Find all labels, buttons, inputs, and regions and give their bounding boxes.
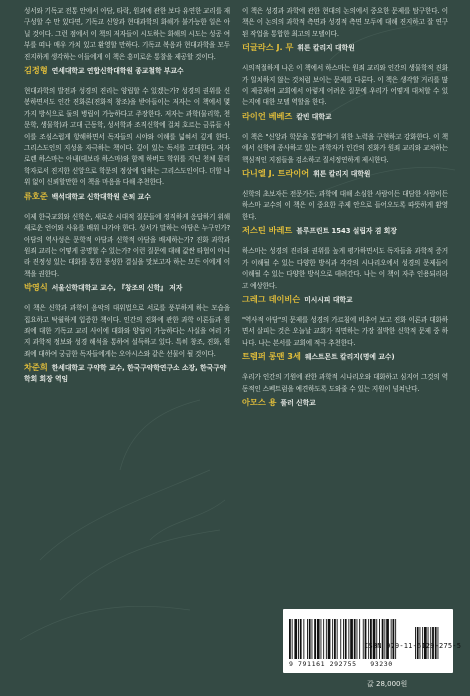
left-column xyxy=(24,6,230,394)
barcode-bar xyxy=(343,619,344,659)
barcode-bars xyxy=(289,619,447,659)
barcode-bar xyxy=(326,619,327,659)
reviewer-affiliation: 블루프린트 1543 설립자 겸 회장 xyxy=(296,227,397,236)
price: 값 28,000원 xyxy=(367,680,408,688)
review-text: 시의적절하게 나온 이 책에서 하스마는 원죄 교리와 인간의 생물학적 진화가 일치하지 않는 것처럼 보이는 문제를 다룬다. 이 책은 생각할 거리를 많이 제공하며 교회에서 아렇게 어려운 질문에 우리가 어떻게 대처할 수 있는지에 대한 모델 역할을 한다. xyxy=(242,64,448,107)
reviewer-name: 김정형 xyxy=(24,65,48,76)
review-attribution xyxy=(24,282,230,294)
reviewer-affiliation: 백석대학교 신학대학원 은퇴 교수 xyxy=(51,192,151,201)
review-treier xyxy=(242,132,448,180)
isbn-barcode xyxy=(283,609,453,673)
review-text: 이제 한국교회와 신학은, 새로운 시대적 질문들에 정직하게 응답하기 위해 새로운 언어와 사유를 배워 나가야 한다. 성서가 말하는 아담은 누구인가? 아담의 역사성은 문학적 아담과 신학적 아담을 배제하는가? 진화 과학과 원죄 교리는 어떻게 공명할 수 있는가? 이런 질문에 대해 값싼 타협이 아니라 진정성 있는 대화를 통한 풍성한 결실을 맛보고자 하는 모든 이에게 이 책을 권한다. xyxy=(24,212,230,278)
barcode-bar xyxy=(384,619,385,659)
reviewer-name: 트렘퍼 롱맨 3세 xyxy=(242,351,301,362)
barcode-bar xyxy=(328,619,331,659)
reviewer-affiliation: 휘튼 칼리지 대학원 xyxy=(297,44,355,53)
barcode-bar xyxy=(354,619,356,659)
reviewer-affiliation: 미시시피 대학교 xyxy=(304,295,353,304)
barcode-bar xyxy=(357,619,358,659)
reviewer-name: 그레그 데이비슨 xyxy=(242,293,301,304)
review-kim xyxy=(24,6,230,77)
reviewer-affiliation: 연세대학교 연합신학대학원 종교철학 부교수 xyxy=(51,67,184,76)
reviewer-name: 아모스 용 xyxy=(242,396,277,407)
barcode-bar xyxy=(386,619,389,659)
barcode-addon-digits: 93230 xyxy=(370,660,393,668)
isbn-label: ISBN 979-11-6129-275-5 xyxy=(364,642,462,650)
barcode-bar xyxy=(382,619,384,659)
review-davidson xyxy=(242,246,448,306)
reviewer-name: 류호준 xyxy=(24,190,48,201)
barcode-bar xyxy=(373,619,376,659)
review-longman xyxy=(242,315,448,363)
review-text: "역사적 아담"의 문제를 성경의 가르침에 비추어 보고 진화 이론과 대화하면서 살피는 것은 오늘날 교회가 직면하는 가장 절박한 신학적 문제 중 하나다. 나는 본서를 교회에 적극 추천한다. xyxy=(242,315,448,347)
review-attribution xyxy=(24,65,230,77)
reviewer-name: 라이언 베베즈 xyxy=(242,110,293,121)
reviewer-name: 다니엘 J. 트라이어 xyxy=(242,168,310,179)
barcode-bar xyxy=(317,619,320,659)
reviewer-affiliation: 서울신학대학교 교수, 『창조의 신학』 저자 xyxy=(51,284,183,293)
review-attribution xyxy=(242,294,448,306)
review-park xyxy=(24,212,230,294)
review-text: 하스마는 성경의 진리와 권위를 높게 평가하면서도 독자들을 과학적 증거가 이해될 수 있는 다양한 방식과 각각의 시나리오에서 성경의 문제들이 이해될 수 있는 다양한 방식으로 데려간다. 나는 이 책이 자주 인용되리라고 예상한다. xyxy=(242,247,448,290)
barcode-bar xyxy=(359,619,360,659)
barcode-bar xyxy=(379,619,380,659)
review-attribution xyxy=(242,42,448,54)
barcode-digits xyxy=(289,660,393,668)
barcode-bar xyxy=(309,619,311,659)
barcode-bar xyxy=(370,619,372,659)
review-yong xyxy=(242,372,448,409)
reviewer-name: 박영식 xyxy=(24,282,48,293)
review-barrett xyxy=(242,189,448,237)
reviewer-affiliation: 한세대학교 구약학 교수, 한국구약학연구소 소장, 한국구약학회 회장 역임 xyxy=(24,364,227,384)
barcode-bar xyxy=(321,619,322,659)
barcode-bar xyxy=(365,619,367,659)
barcode-bar xyxy=(337,619,338,659)
review-text: 이 책은 성경과 과학에 관한 현대의 논의에서 중요한 문제를 탐구한다. 이 책은 이 논의의 과학적 측면과 성경적 측면 모두에 대해 진지하고 잘 연구된 작업을 통합한 최고의 모델이다. xyxy=(242,7,448,38)
barcode-bar xyxy=(332,619,333,659)
barcode-bar xyxy=(292,619,293,659)
barcode-bar xyxy=(376,619,377,659)
review-attribution xyxy=(242,225,448,237)
review-attribution xyxy=(242,168,448,180)
reviewer-name: 차준희 xyxy=(24,362,48,373)
review-text: 신학의 초보자든 전문가든, 과학에 대해 소심한 사람이든 대담한 사람이든 하스마 교수의 이 책은 이 중요한 주제 안으로 들어오도록 따뜻하게 환영한다. xyxy=(242,190,448,221)
barcode-bar xyxy=(345,619,347,659)
barcode-bar xyxy=(348,619,349,659)
review-attribution xyxy=(242,111,448,123)
barcode-bar xyxy=(307,619,308,659)
review-cha xyxy=(24,303,230,385)
barcode-bar xyxy=(314,619,316,659)
review-moo xyxy=(242,6,448,54)
review-text: 우리가 인간의 기원에 관한 과학적 시나리오와 대화하고 심지어 그것의 역동적인 스펙트럼을 예견하도록 도와줄 수 있는 지원이 넘쳐난다. xyxy=(242,373,448,393)
barcode-bar xyxy=(303,619,304,659)
barcode-bar xyxy=(334,619,336,659)
reviewer-affiliation: 웨스트몬트 칼리지(명예 교수) xyxy=(304,353,395,362)
right-column xyxy=(242,6,448,418)
barcode-bar xyxy=(391,619,392,659)
barcode-bar xyxy=(300,619,302,659)
reviewer-name: 저스틴 바레트 xyxy=(242,225,293,236)
barcode-bar xyxy=(298,619,299,659)
reviewer-affiliation: 휘튼 칼리지 대학원 xyxy=(313,170,371,179)
review-bebbs xyxy=(242,63,448,123)
barcode-bar xyxy=(294,619,297,659)
barcode-bar xyxy=(323,619,324,659)
barcode-bar xyxy=(363,619,364,659)
review-attribution xyxy=(242,397,448,409)
barcode-bar xyxy=(340,619,341,659)
barcode-bar xyxy=(395,619,396,659)
barcode-bar xyxy=(350,619,353,659)
review-attribution xyxy=(242,351,448,363)
barcode-bar xyxy=(289,619,291,659)
barcode-main-digits: 9 791161 292755 xyxy=(289,660,357,668)
review-attribution xyxy=(24,191,230,203)
barcode-bar xyxy=(393,619,395,659)
review-text: 이 책은 "신앙과 학문을 통합"하기 위한 노력을 구현하고 강화한다. 이 책에서 신학에 종사하고 있는 과학자가 인간의 진화가 원죄 교리와 교차하는 핵심적인 지점들을 검소하고 질서정연하게 제시한다. xyxy=(242,132,448,164)
review-attribution xyxy=(24,362,230,385)
review-text: 이 책은 신학과 과학이 음악의 대위법으로 서로를 풍부하게 하는 모습을 집요하고 탁월하게 입증한 책이다. 인간의 진화에 관한 과학 이론들과 원죄에 대한 기독교 교리 사이에 대화와 양립이 가능하다는 사실을 여러 가지 과학적 정보와 성경 해석을 통하여 설득하고 있다. 특히 창조, 진화, 원죄에 대하여 궁금한 독자들에게는 오아시스와 같은 선물이 될 것이다. xyxy=(24,304,230,358)
reviewer-affiliation: 칼빈 대학교 xyxy=(296,112,332,121)
reviewer-name: 더글라스 J. 무 xyxy=(242,42,294,53)
review-text: 성서와 기독교 전통 안에서 아담, 타락, 원죄에 관한 보다 유연한 교리를 재구성할 수 만 있다면, 기독교 신앙과 현대과학의 화해가 불가능한 일은 아닐 것이다. 그런 점에서 이 책의 저자들이 시도하는 화해의 시도는 성공 여부를 떠나 매우 가치 있고 환영할 만하다. 기독교 복음과 현대과학을 모두 진지하게 생각하는 이들에게 이 책은 흥미로운 통찰을 제공할 것이다. xyxy=(24,7,230,61)
barcode-bar xyxy=(368,619,369,659)
barcode-bar xyxy=(312,619,313,659)
review-ryu xyxy=(24,86,230,203)
reviewer-affiliation: 풀러 신학교 xyxy=(280,398,316,407)
review-text: 현대과학의 발전과 성경의 진리는 양립할 수 있겠는가? 성경의 권위를 신봉하면서도 인간 진화론(진화적 창조)을 받아들이는 저자는 이 책에서 몇 가지 방식으로 둘의 병립이 가능하다고 주장한다. 저자는 과학(물리학, 천문학, 생물학)과 고대 근동학, 성서학과 조직신학에 걸쳐 호르는 금류들 사이를 조심스럽게 항해하면서 독자들의 시야와 이해를 넓혀서 깊게 한다. 그리스도인의 지성을 자극하는 책이다. 깊이 있는 독서를 고대한다. 저자 로렌 하스마는 아내(데보라 하스마)와 함께 하버드 학위를 지닌 천체 물리학자로서 진지한 신앙으로 학문의 정상에 임하는 그리스도인이다. 더할 나위 없이 신뢰할만한 이 책을 마음을 다해 추천한다. xyxy=(24,87,230,187)
